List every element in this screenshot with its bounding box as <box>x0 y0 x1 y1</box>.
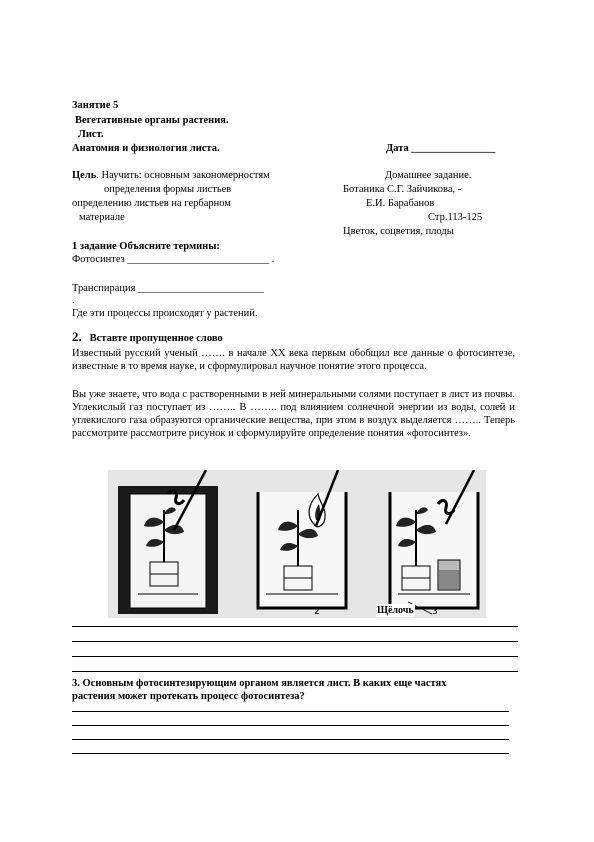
jar-number-2: 2 <box>314 607 320 617</box>
topic-heading: Вегетативные органы растения. <box>75 115 229 126</box>
task2-paragraph-2: Вы уже знаете, что вода с растворенными в ней минеральными солями поступает в лист из почвы. Углекислый газ поступает из …….. В …….. под влиянием солнечной энергии из воды, солей и углекислого газа образуются органические вещества, при этом в воздух выделяется …….. Теперь рассмотрите рассмотрите рисунок и сформулируйте определение понятия «фотосинтез». <box>72 389 515 439</box>
answer-line <box>72 641 518 642</box>
task3-question-line-2: растения может протекать процесс фотосинтеза? <box>72 691 305 702</box>
jar-number-3: 3 <box>432 607 438 617</box>
task3-question-line-1: 3. Основным фотосинтезирующим органом является лист. В каких еще частях <box>72 678 447 689</box>
goal-label: Цель <box>72 170 97 181</box>
homework-topic: Цветок, соцветия, плоды <box>343 226 454 237</box>
page-title: Анатомия и физиология листа. <box>72 143 220 154</box>
answer-line <box>72 711 509 712</box>
subtopic-heading: Лист. <box>78 129 104 140</box>
task1-dot: . <box>72 295 75 306</box>
goal-line-2: определения формы листьев <box>104 184 232 195</box>
experiment-drawing <box>108 470 486 618</box>
goal-line-3: определению листьев на гербарном <box>72 198 231 209</box>
photosynthesis-experiment-figure <box>108 470 486 618</box>
task1-term-transpiration: Транспирация ________________________ <box>72 283 265 294</box>
lesson-number: Занятие 5 <box>72 100 119 111</box>
homework-pages: Стр.113-125 <box>428 212 483 223</box>
task2-paragraph-1: Известный русский ученый ……. в начале XX века первым обобщил все данные о фотосинтезе, известные в то время науке, и сформулировал научное понятие этого процесса. <box>72 348 515 372</box>
task2-heading <box>72 330 223 345</box>
answer-line <box>72 753 509 754</box>
goal-line-1 <box>72 169 270 182</box>
answer-line <box>72 626 518 627</box>
answer-line <box>72 671 518 672</box>
answer-line <box>72 656 518 657</box>
task1-question: Где эти процессы происходят у растений. <box>72 308 258 319</box>
homework-title: Домашнее задание. <box>385 170 472 181</box>
task2-number: 2. <box>72 329 82 344</box>
answer-line <box>72 739 509 740</box>
jar-1-dark <box>118 470 218 614</box>
goal-text-1: . Научить: основным закономерностям <box>96 170 270 181</box>
date-field: Дата ________________ <box>386 143 496 154</box>
task1-term-photosynthesis: Фотосинтез ___________________________ . <box>72 254 275 265</box>
homework-book-1: Ботаника С.Г. Зайчикова, - <box>343 184 462 195</box>
task2-title: Вставте пропущенное слово <box>89 333 223 344</box>
answer-line <box>72 725 509 726</box>
homework-book-2: Е.И. Барабанов <box>366 198 435 209</box>
alkali-label: Щёлочь <box>377 605 414 616</box>
goal-line-4: материале <box>79 212 125 223</box>
task1-title: 1 задание Объясните термины: <box>72 241 220 252</box>
